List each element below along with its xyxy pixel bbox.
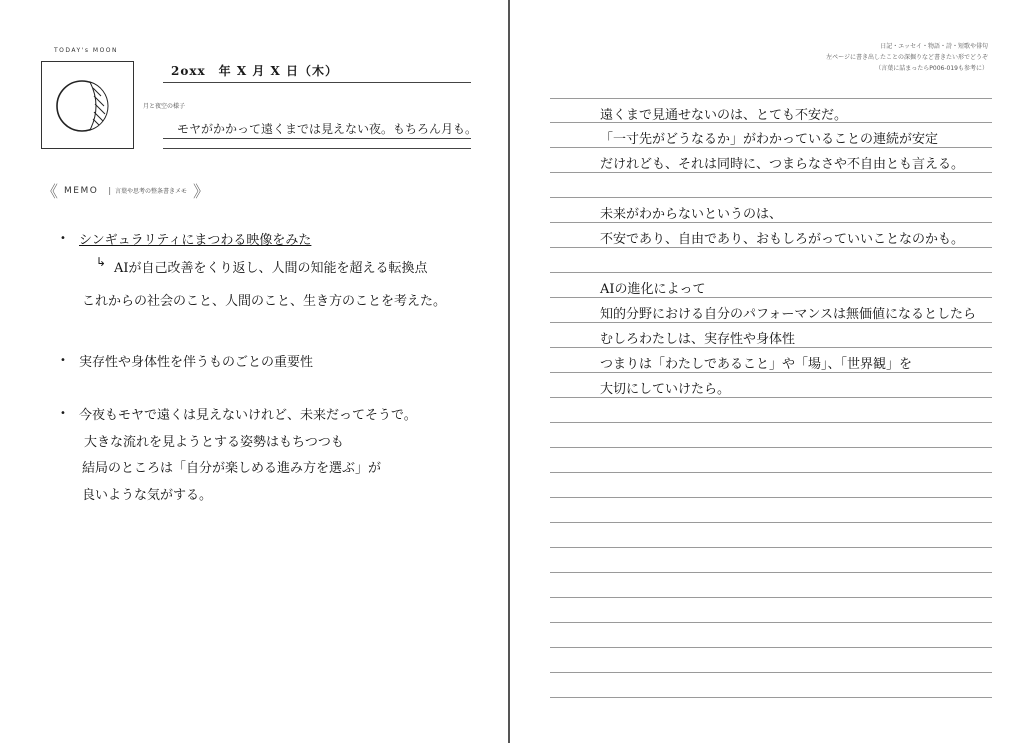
journal-line: 大切にしていけたら。 (600, 382, 731, 397)
ruled-line (550, 98, 992, 99)
memo-note: シンギュラリティにまつわる映像をみた (79, 233, 312, 248)
moon-drawing-box (41, 61, 134, 149)
memo-label: MEMO (64, 185, 99, 196)
right-header-line: （言葉に詰まったらP006-019も参考に） (875, 65, 988, 72)
memo-separator: | (108, 186, 112, 195)
journal-line: 未来がわからないというのは、 (600, 207, 783, 222)
memo-note: AIが自己改善をくり返し、人間の知能を超える転換点 (114, 261, 428, 276)
sky-description-field (163, 116, 478, 139)
ruled-line (550, 697, 992, 698)
bullet-icon: • (60, 408, 66, 419)
journal-line: 知的分野における自分のパフォーマンスは無価値になるとしたら (600, 307, 976, 322)
ruled-line (550, 497, 992, 498)
ruled-line (550, 397, 992, 398)
ruled-line (550, 197, 992, 198)
journal-line: 不安であり、自由であり、おもしろがっていいことなのかも。 (600, 232, 965, 247)
ruled-line (550, 647, 992, 648)
memo-subtitle: 言葉や思考の整条書きメモ (115, 188, 188, 195)
ruled-line (550, 272, 992, 273)
left-bracket-icon: 《 (42, 182, 59, 201)
arrow-icon: ↳ (96, 255, 107, 269)
memo-note: 良いような気がする。 (82, 488, 213, 503)
ruled-line (550, 247, 992, 248)
journal-line: 遠くまで見通せないのは、とても不安だ。 (600, 108, 848, 123)
ruled-line (550, 347, 992, 348)
journal-line: AIの進化によって (600, 282, 706, 297)
ruled-line (550, 572, 992, 573)
memo-note: 結局のところは「自分が楽しめる進み方を選ぶ」が (82, 461, 382, 476)
ruled-line (550, 547, 992, 548)
bullet-icon: • (60, 355, 66, 366)
right-page (510, 0, 1024, 743)
ruled-line (550, 372, 992, 373)
left-page (0, 0, 508, 743)
date-field (163, 60, 471, 83)
journal-line: むしろわたしは、実存性や身体性 (600, 332, 796, 347)
right-header-line: 左ページに書き出したことの深掘りなど書きたい形でどうぞ (826, 54, 988, 61)
todays-moon-label: TODAY's MOON (54, 47, 118, 54)
memo-note: これからの社会のこと、人間のこと、生き方のことを考えた。 (82, 294, 447, 309)
ruled-line (550, 522, 992, 523)
right-header-line: 日記・エッセイ・物語・詩・短歌や俳句 (880, 43, 988, 50)
memo-note: 今夜もモヤで遠くは見えないけれど、未来だってそうで。 (79, 408, 417, 423)
moon-icon (52, 72, 124, 140)
sky-label: 月と夜空の様子 (143, 103, 186, 110)
ruled-line (550, 297, 992, 298)
ruled-line (550, 472, 992, 473)
bullet-icon: • (60, 233, 66, 244)
right-bracket-icon: 》 (193, 182, 210, 201)
ruled-line (550, 447, 992, 448)
sky-line-divider (163, 148, 471, 149)
ruled-line (550, 672, 992, 673)
ruled-line (550, 147, 992, 148)
memo-note: 実存性や身体性を伴うものごとの重要性 (79, 355, 314, 370)
journal-line: つまりは「わたしであること」や「場」、「世界観」を (600, 357, 913, 372)
ruled-line (550, 597, 992, 598)
memo-note: 大きな流れを見ようとする姿勢はもちつつも (84, 435, 344, 450)
sky-description-text: モヤがかかって遠くまでは見えない夜。もちろん月も。 (177, 122, 478, 136)
journal-line: だけれども、それは同時に、つまらなさや不自由とも言える。 (600, 157, 965, 172)
ruled-line (550, 222, 992, 223)
ruled-line (550, 322, 992, 323)
ruled-line (550, 422, 992, 423)
ruled-line (550, 172, 992, 173)
date-text: 2oxx 年 X 月 X 日（木） (171, 64, 338, 78)
ruled-line (550, 622, 992, 623)
journal-line: 「一寸先がどうなるか」がわかっていることの連続が安定 (600, 132, 939, 147)
memo-header (42, 179, 209, 202)
